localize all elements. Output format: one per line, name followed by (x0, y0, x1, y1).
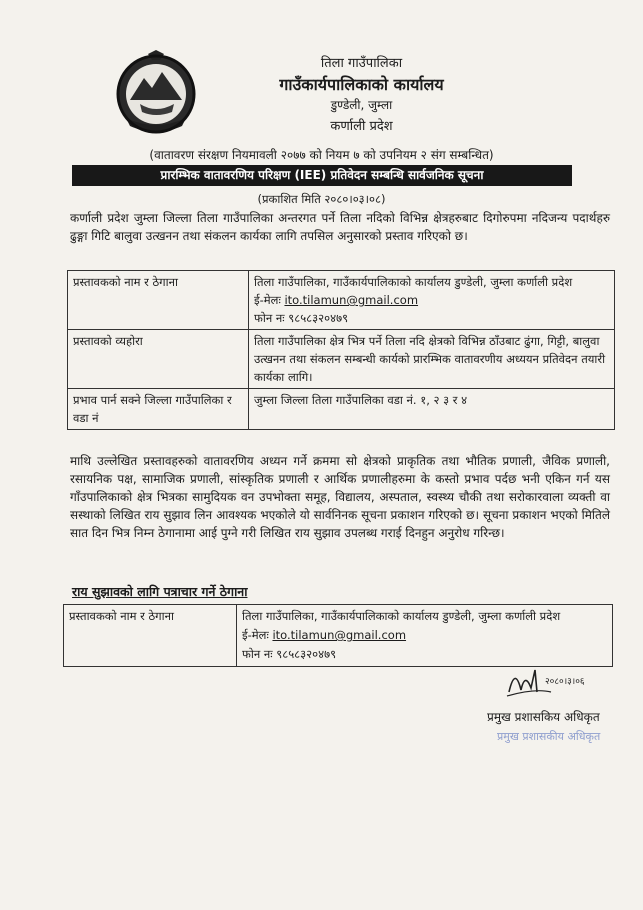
header-office: गाउँकार्यपालिकाको कार्यालय (279, 75, 444, 94)
proposer-cell (249, 271, 615, 330)
affected-area-value: जुम्ला जिल्ला तिला गाउँपालिका वडा नं. १, २ ३ र ४ (249, 389, 615, 430)
table-row (68, 271, 615, 330)
proposer-label: प्रस्तावकको नाम र ठेगाना (68, 271, 249, 330)
table-row (68, 389, 615, 430)
proposal-subject-value: तिला गाउँपालिका क्षेत्र भित्र पर्ने तिला नदि क्षेत्रको विभिन्न ठाँउबाट ढुंगा, गिट्टी, बालुवा उत्खनन तथा संकलन सम्बन्धी कार्यको प्रारम्भिक वातावरणीय अध्ययन प्रतिवेदन तयारी कार्यका लागि। (249, 330, 615, 389)
signatory-title: प्रमुख प्रशासकिय अधिकृत (487, 710, 600, 724)
email-link[interactable]: ito.tilamun@gmail.com (272, 628, 407, 642)
proposer-name: तिला गाउँपालिका, गाउँकार्यपालिकाको कार्यालय डुण्डेली, जुम्ला कर्णाली प्रदेश (254, 275, 573, 289)
correspondence-heading: राय सुझावको लागि पत्राचार गर्ने ठेगाना (72, 584, 248, 599)
header-municipality: तिला गाउँपालिका (320, 56, 403, 71)
affected-area-label: प्रभाव पार्न सक्ने जिल्ला गाउँपालिका र वडा नं (68, 389, 249, 430)
published-date: (प्रकाशित मिति २०८०।०३।०८) (257, 192, 386, 206)
office-stamp: प्रमुख प्रशासकीय अधिकृत (497, 730, 601, 743)
notice-title: प्रारम्भिक वातावरणिय परिक्षण (IEE) प्रतिवेदन सम्बन्धि सार्वजनिक सूचना (72, 165, 572, 186)
header-province: कर्णाली प्रदेश (330, 119, 393, 134)
signature-mark (505, 662, 585, 702)
correspondence-label: प्रस्तावकको नाम र ठेगाना (64, 605, 237, 667)
email-label: ई-मेलः (254, 293, 281, 307)
email-link[interactable]: ito.tilamun@gmail.com (284, 293, 419, 307)
table-row (68, 330, 615, 389)
phone-number: फोन नः ९८५८३२०४७९ (242, 647, 337, 661)
header-location: डुण्डेली, जुम्ला (330, 98, 393, 112)
correspondence-cell (237, 605, 613, 667)
signature-date: २०८०।३।०६ (545, 677, 585, 687)
email-line (242, 626, 607, 645)
intro-paragraph: कर्णाली प्रदेश जुम्ला जिल्ला तिला गाउँपालिका अन्तरगत पर्ने तिला नदिको विभिन्न क्षेत्रहरुबाट दिगोरुपमा नदिजन्य पदार्थहरु ढुङ्गा गिटि बालुवा उत्खनन तथा संकलन कार्यका लागि तपसिल अनुसारको प्रस्ताव गरिएको छ। (70, 211, 610, 243)
email-line (254, 291, 609, 309)
proposal-table (67, 270, 615, 430)
proposal-subject-label: प्रस्तावको व्यहोरा (68, 330, 249, 389)
main-paragraph: माथि उल्लेखित प्रस्तावहरुको वातावरणिय अध्यन गर्ने क्रममा सो क्षेत्रको प्राकृतिक तथा भौतिक प्रणाली, जैविक प्रणाली, रसायनिक पक्ष, सामाजिक प्रणाली, सांस्कृतिक प्रणाली र आर्थिक प्रणालीहरुमा के कस्तो प्रभाव पर्दछ भनी एकिन गर्न यस गाँउपालिकाको क्षेत्र भित्रका सामुदियक वन उपभोक्ता समूह, विद्यालय, अस्पताल, स्वस्थ्य चौकी तथा सरोकारवाला व्यक्ती वा सस्थाको लिखित राय सुझाव लिन आवश्यक भएकोले यो सार्वनिनक सूचना प्रकाशन गरिएको छ। सूचना प्रकाशन भएको मितिले सात दिन भित्र निम्न ठेगानामा आई पुग्ने गरी लिखित राय सुझाव उपलब्ध गराई दिनहुन अनुरोध गरिन्छ। (70, 454, 610, 540)
correspondence-table (63, 604, 613, 667)
email-label: ई-मेलः (242, 628, 269, 642)
correspondence-name: तिला गाउँपालिका, गाउँकार्यपालिकाको कार्यालय डुण्डेली, जुम्ला कर्णाली प्रदेश (242, 609, 561, 623)
table-row (64, 605, 613, 667)
phone-number: फोन नः ९८५८३२०४७९ (254, 311, 349, 325)
regulation-subtitle: (वातावरण संरक्षण नियमावली २०७७ को नियम ७ को उपनियम २ संग सम्बन्धित) (149, 148, 494, 162)
